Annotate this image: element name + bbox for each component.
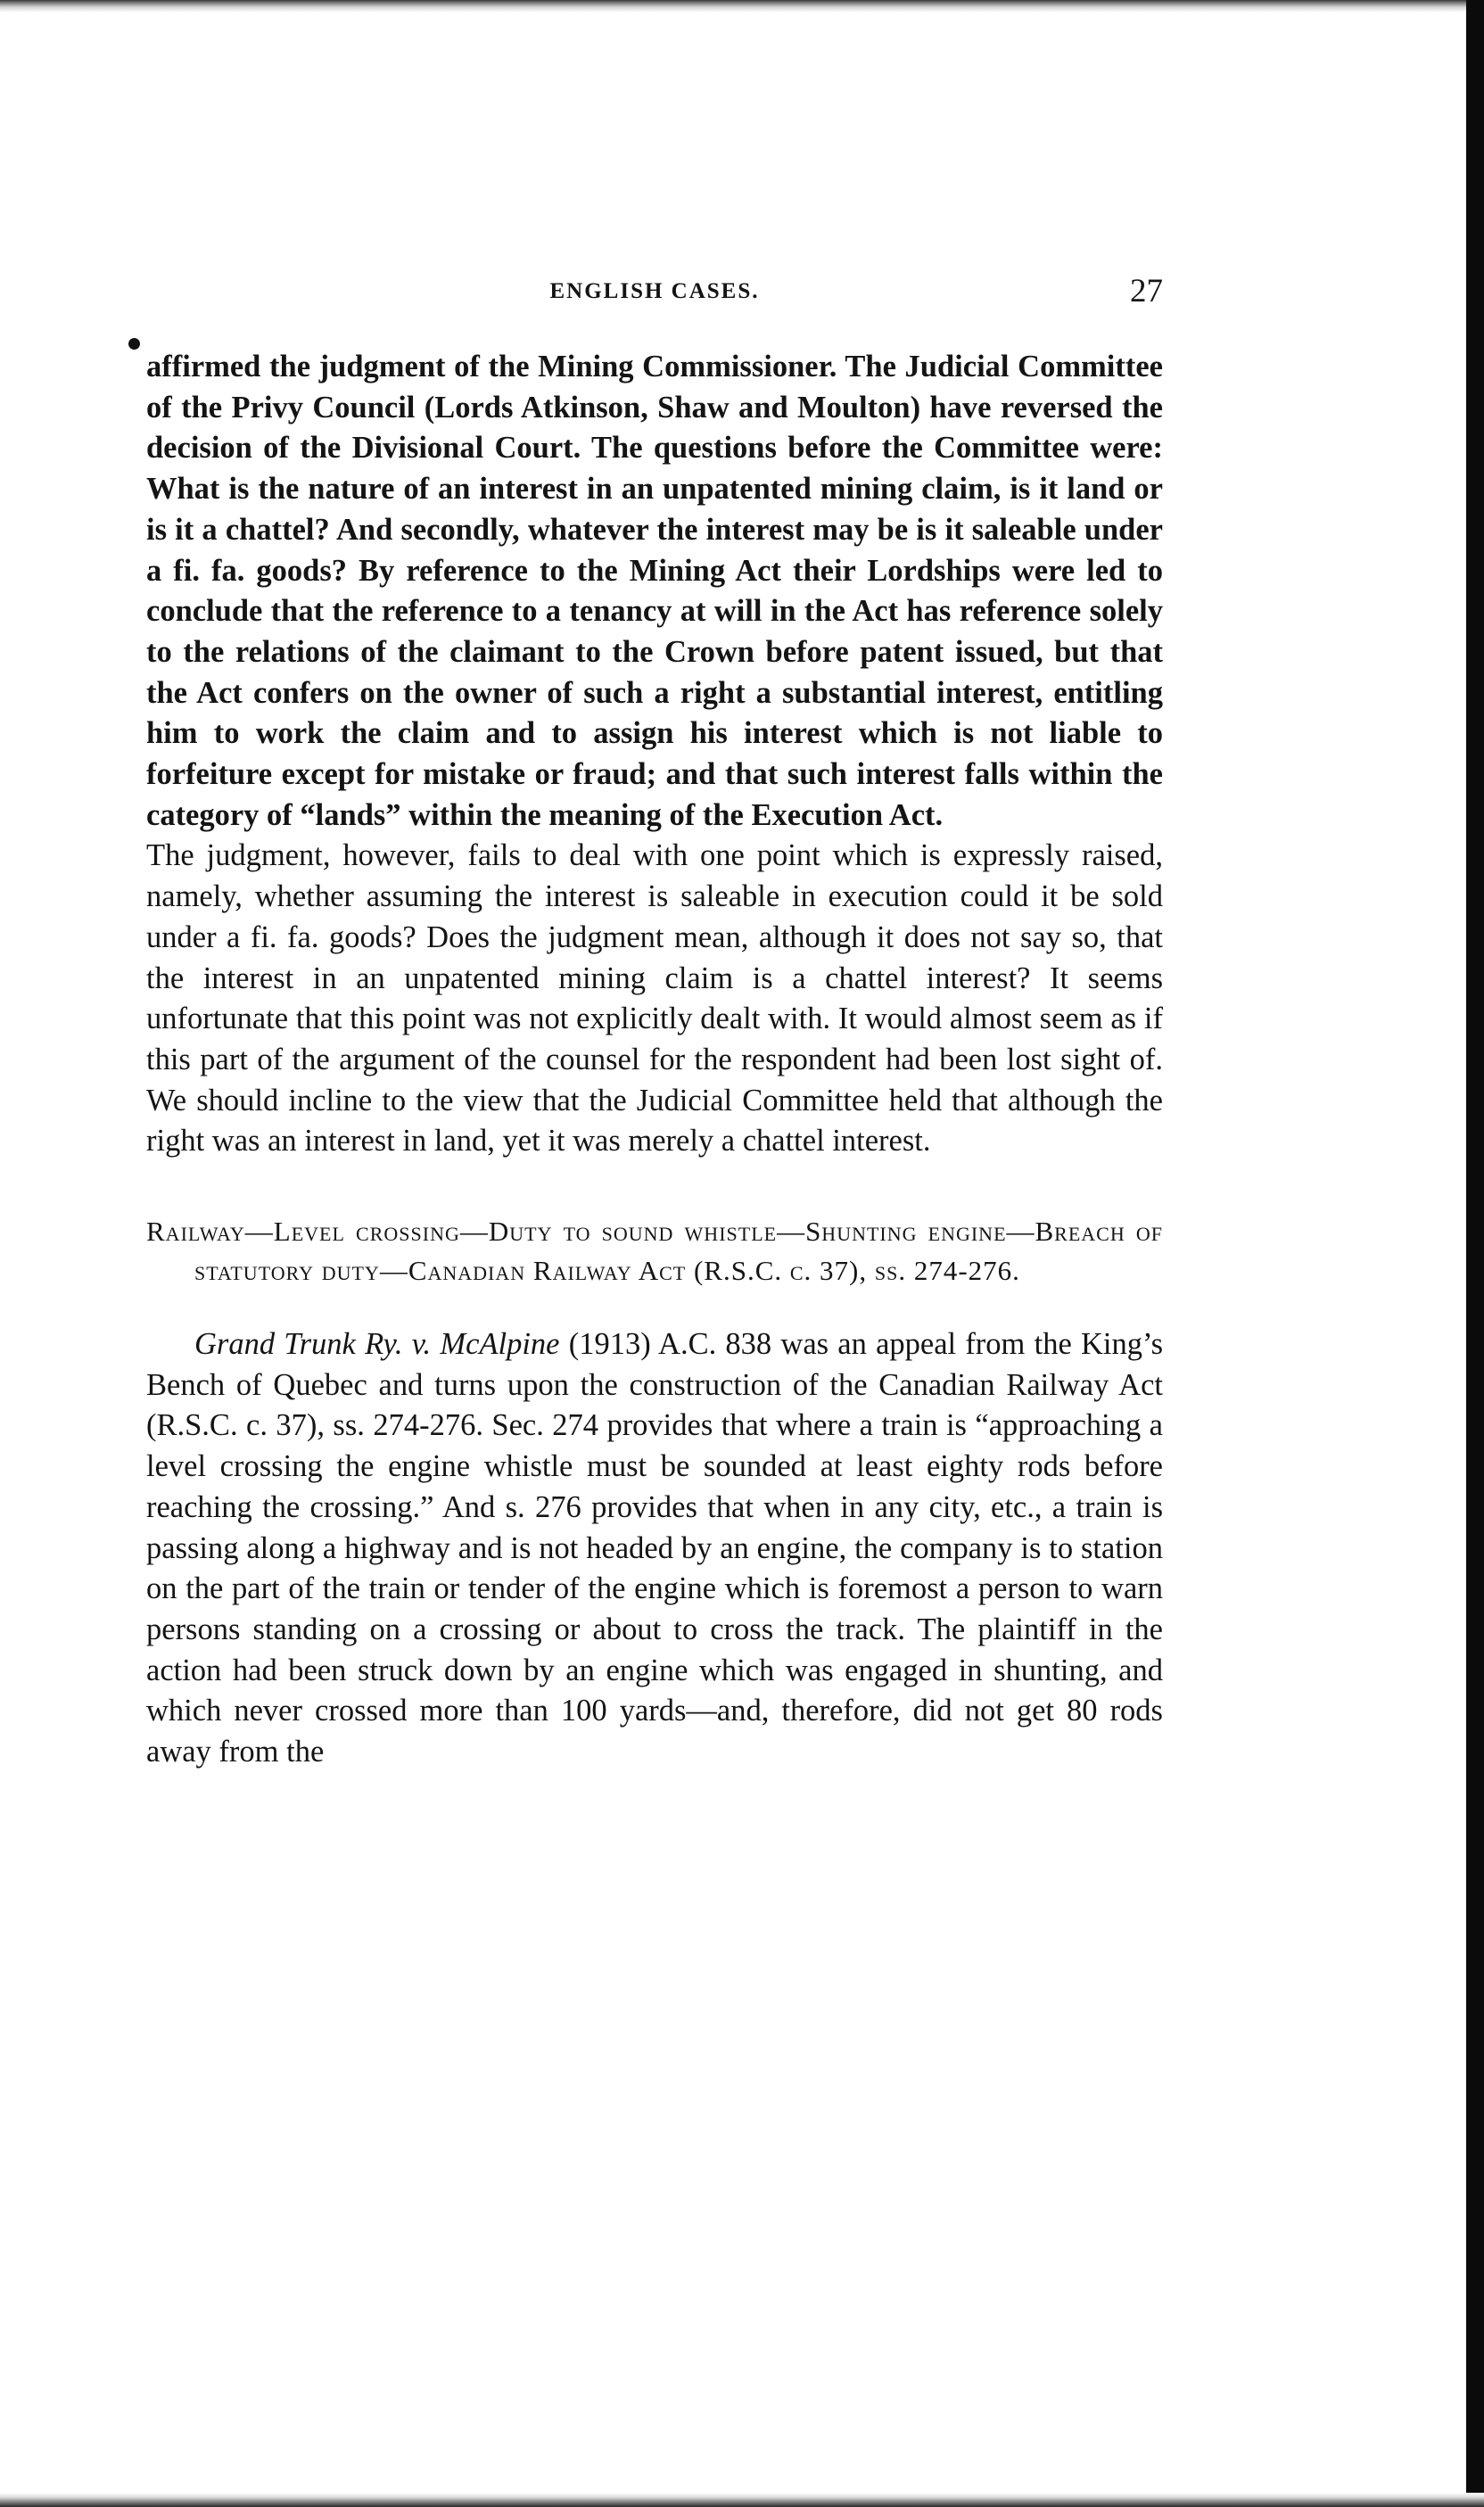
paragraph-continuation-regular: The judgment, however, fails to deal with one point which is expressly raised, namely, whether assuming the interest is saleable in execution could it be sold under a fi. fa. goods? Does the judgment mean, although it does not say so, that the interest in an unpatented mining claim is a chattel interest? It seems unfortunate that this point was not explicitly dealt with. It would almost seem as if this part of the argument of the counsel for the respondent had been lost sight of. We should incline to the view that the Judicial Committee held that although the right was an interest in land, yet it was merely a chattel interest. [146, 838, 1163, 1159]
paragraph-continuation-bold: affirmed the judgment of the Mining Commissioner. The Judicial Committee of the Privy Council (Lords Atkinson, Shaw and Moulton) have reversed the decision of the Divisional Court. The questions before the Committee were: What is the nature of an interest in an unpatented mining claim, is it land or is it a chattel? And secondly, whatever the interest may be is it saleable under a fi. fa. goods? By reference to the Mining Act their Lordships were led to conclude that the reference to a tenancy at will in the Act has reference solely to the relations of the claimant to the Crown before patent issued, but that the Act confers on the owner of such a right a substantial interest, entitling him to work the claim and to assign his interest which is not liable to forfeiture except for mistake or fraud; and that such interest falls within the category of “lands” within the meaning of the Execution Act. [146, 350, 1163, 832]
case-paragraph-text: (1913) A.C. 838 was an appeal from the King’s Bench of Quebec and turns upon the construction of the Canadian Railway Act (R.S.C. c. 37), ss. 274-276. Sec. 274 provides that where a train is “approaching a level crossing the engine whistle must be sounded at least eighty rods before reaching the crossing.” And s. 276 provides that when in any city, etc., a train is passing along a highway and is not headed by an engine, the company is to station on the part of the train or tender of the engine which is foremost a person to warn persons standing on a crossing or about to cross the track. The plaintiff in the action had been struck down by an engine which was engaged in shunting, and which never crossed more than 100 yards—and, therefore, did not get 80 rods away from the [146, 1327, 1163, 1769]
scan-edge-right [1466, 0, 1484, 2507]
scan-edge-top [0, 0, 1484, 12]
margin-bullet-mark [128, 338, 140, 350]
case-paragraph [146, 1324, 1163, 1773]
case-name: Grand Trunk Ry. v. McAlpine [194, 1327, 560, 1362]
document-page [146, 272, 1163, 1773]
section-heading: Railway—Level crossing—Duty to sound whistle—Shunting engine—Breach of statutory duty—Canadian Railway Act (R.S.C. c. 37), ss. 274-276. [146, 1216, 1163, 1287]
page-number: 27 [1130, 273, 1163, 309]
scan-edge-bottom [0, 2493, 1484, 2507]
running-title: ENGLISH CASES. [549, 279, 760, 303]
running-head [146, 272, 1163, 318]
